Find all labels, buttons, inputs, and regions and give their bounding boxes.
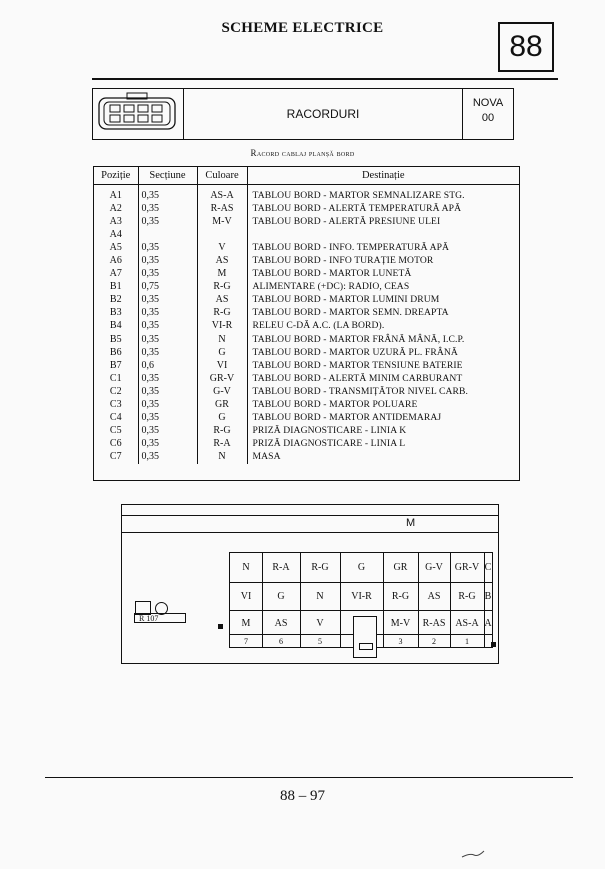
cell-destination: TABLOU BORD - MARTOR FRÂNĂ MÂNĂ, I.C.P. <box>252 333 465 345</box>
table-row <box>94 399 519 412</box>
key-slot-tab <box>359 643 373 650</box>
pin-wire-color: VI-R <box>351 591 372 602</box>
table-header-row <box>94 167 519 185</box>
cell-position: A6 <box>94 254 138 267</box>
table-row <box>94 451 519 464</box>
cell-destination: TABLOU BORD - MARTOR LUMINI DRUM <box>252 294 440 306</box>
column-header-color: Culoare <box>197 167 247 185</box>
pin-wire-color: GR-V <box>454 562 480 573</box>
cell-destination: TABLOU BORD - ALERTĂ PRESIUNE ULEI <box>252 215 441 227</box>
cell-color: R-G <box>197 281 247 294</box>
table-row <box>94 412 519 425</box>
table-subtitle: Racord cablaj planșă bord <box>250 148 355 158</box>
cell-destination: TABLOU BORD - MARTOR SEMN. DREAPTA <box>252 307 449 319</box>
cell-destination: TABLOU BORD - MARTOR ANTIDEMARAJ <box>252 412 442 424</box>
cell-destination: TABLOU BORD - MARTOR LUNETĂ <box>252 268 412 280</box>
pin-wire-color: VI <box>240 591 252 602</box>
cell-section: 0,35 <box>138 385 197 398</box>
table-row <box>94 425 519 438</box>
header-divider <box>92 78 558 80</box>
relay-label: R 107 <box>134 613 186 623</box>
table-body <box>94 185 519 464</box>
cell-section: 0,35 <box>138 399 197 412</box>
cell-position: B4 <box>94 320 138 333</box>
cell-position: B2 <box>94 294 138 307</box>
cell-position: A1 <box>94 185 138 203</box>
table-row <box>94 202 519 215</box>
model-name: NOVA <box>472 97 504 109</box>
pin-wire-color: GR <box>393 562 408 573</box>
cell-section: 0,75 <box>138 281 197 294</box>
cell-position: C6 <box>94 438 138 451</box>
info-box <box>92 88 514 140</box>
cell-color: N <box>197 451 247 464</box>
table-row <box>94 241 519 254</box>
cell-position: B7 <box>94 359 138 372</box>
cell-destination: TABLOU BORD - MARTOR TENSIUNE BATERIE <box>252 359 463 371</box>
column-header-destination: Destinație <box>247 167 519 185</box>
page-number-box: 88 <box>498 22 554 72</box>
cell-section <box>138 228 197 241</box>
cell-section: 0,35 <box>138 451 197 464</box>
cell-section: 0,6 <box>138 359 197 372</box>
cell-position: B5 <box>94 333 138 346</box>
grid-divider <box>230 610 492 611</box>
cell-position: A7 <box>94 268 138 281</box>
table-row <box>94 372 519 385</box>
table-row <box>94 438 519 451</box>
cell-color: AS <box>197 294 247 307</box>
pin-wire-color: AS <box>427 591 441 602</box>
document-title: SCHEME ELECTRICE <box>221 20 384 36</box>
cell-destination: PRIZĂ DIAGNOSTICARE - LINIA L <box>252 438 406 450</box>
cell-position: B1 <box>94 281 138 294</box>
cell-section: 0,35 <box>138 412 197 425</box>
pin-number: 5 <box>318 637 322 646</box>
column-header-section: Secțiune <box>138 167 197 185</box>
cell-section: 0,35 <box>138 372 197 385</box>
pin-wire-color: AS-A <box>455 618 479 629</box>
cell-position: B6 <box>94 346 138 359</box>
pin-wire-color: G-V <box>425 562 443 573</box>
cell-position: C4 <box>94 412 138 425</box>
cell-section: 0,35 <box>138 333 197 346</box>
cell-section: 0,35 <box>138 215 197 228</box>
cell-section: 0,35 <box>138 202 197 215</box>
cell-color: VI-R <box>197 320 247 333</box>
cell-destination: TABLOU BORD - TRANSMIȚĂTOR NIVEL CARB. <box>252 385 469 397</box>
pin-wire-color: R-A <box>272 562 290 573</box>
pen-mark-icon <box>460 848 486 863</box>
cell-section: 0,35 <box>138 307 197 320</box>
cell-position: B3 <box>94 307 138 320</box>
table-row <box>94 320 519 333</box>
cell-position: A5 <box>94 241 138 254</box>
cell-section: 0,35 <box>138 268 197 281</box>
cell-section: 0,35 <box>138 425 197 438</box>
cell-section: 0,35 <box>138 438 197 451</box>
cell-position: C5 <box>94 425 138 438</box>
pin-number: 6 <box>279 637 283 646</box>
cell-destination <box>247 228 519 241</box>
table-row <box>94 185 519 203</box>
pin-wire-color: AS <box>274 618 288 629</box>
cell-section: 0,35 <box>138 294 197 307</box>
pin-number: 3 <box>398 637 403 646</box>
pin-number: 2 <box>432 637 436 646</box>
model-label <box>462 89 513 139</box>
cell-destination: TABLOU BORD - INFO. TEMPERATURĂ APĂ <box>252 241 450 253</box>
table-row <box>94 359 519 372</box>
pin-wire-color: V <box>316 618 324 629</box>
cell-position: C1 <box>94 372 138 385</box>
cell-section: 0,35 <box>138 254 197 267</box>
cell-section: 0,35 <box>138 320 197 333</box>
cell-color: R-G <box>197 307 247 320</box>
pin-wire-color: N <box>316 591 324 602</box>
marker-left <box>218 624 223 629</box>
footer-divider <box>45 777 573 778</box>
table-row <box>94 346 519 359</box>
cell-destination: TABLOU BORD - ALERTĂ MINIM CARBURANT <box>252 372 463 384</box>
diagram-rule-top <box>122 515 498 516</box>
pin-wire-color: G <box>277 591 285 602</box>
cell-color: AS-A <box>197 185 247 203</box>
connector-key-slot <box>353 616 377 658</box>
cell-destination: TABLOU BORD - MARTOR SEMNALIZARE STG. <box>252 189 465 201</box>
cell-destination: PRIZĂ DIAGNOSTICARE - LINIA K <box>252 425 407 437</box>
model-code: 00 <box>481 112 495 124</box>
table-row <box>94 228 519 241</box>
pin-number: 1 <box>465 637 469 646</box>
cell-section: 0,35 <box>138 241 197 254</box>
cell-destination: TABLOU BORD - ALERTĂ TEMPERATURĂ APĂ <box>252 202 462 214</box>
page-reference: 88 – 97 <box>280 788 325 804</box>
pin-wire-color: M <box>241 618 251 629</box>
cell-color: G-V <box>197 385 247 398</box>
cell-position: C7 <box>94 451 138 464</box>
cell-color: AS <box>197 254 247 267</box>
table-row <box>94 307 519 320</box>
cell-position: A2 <box>94 202 138 215</box>
connector-diagram <box>121 504 499 664</box>
table-row <box>94 254 519 267</box>
column-header-position: Poziție <box>94 167 138 185</box>
cell-color: G <box>197 412 247 425</box>
table-row <box>94 333 519 346</box>
pin-wire-color: R-G <box>311 562 329 573</box>
diagram-top-label: M <box>406 517 416 529</box>
grid-divider <box>230 582 492 583</box>
pin-wire-color: R-G <box>458 591 476 602</box>
table-row <box>94 215 519 228</box>
cell-color: N <box>197 333 247 346</box>
cell-position: C3 <box>94 399 138 412</box>
cell-section: 0,35 <box>138 185 197 203</box>
cell-color: V <box>197 241 247 254</box>
cell-destination: MASA <box>252 451 281 463</box>
cell-position: A4 <box>94 228 138 241</box>
diagram-rule-bottom <box>122 532 498 533</box>
cell-section: 0,35 <box>138 346 197 359</box>
cell-color: G <box>197 346 247 359</box>
pin-number: 7 <box>244 637 248 646</box>
connector-icon <box>93 89 184 139</box>
pin-table <box>93 166 520 481</box>
info-box-title: RACORDURI <box>286 107 360 121</box>
cell-color: R-AS <box>197 202 247 215</box>
cell-color: M <box>197 268 247 281</box>
pin-wire-color: M-V <box>390 618 411 629</box>
cell-color: GR <box>197 399 247 412</box>
cell-color: VI <box>197 359 247 372</box>
cell-position: A3 <box>94 215 138 228</box>
cell-color: R-A <box>197 438 247 451</box>
pin-wire-color: G <box>357 562 366 573</box>
table-row <box>94 294 519 307</box>
cell-color: GR-V <box>197 372 247 385</box>
cell-color: R-G <box>197 425 247 438</box>
pin-wire-color: N <box>242 562 250 573</box>
table-row <box>94 268 519 281</box>
row-label: A <box>484 618 492 629</box>
marker-right <box>491 642 496 647</box>
row-label: C <box>484 562 492 573</box>
cell-position: C2 <box>94 385 138 398</box>
table-row <box>94 385 519 398</box>
cell-color <box>197 228 247 241</box>
cell-destination: TABLOU BORD - MARTOR POLUARE <box>252 399 418 411</box>
cell-destination: TABLOU BORD - MARTOR UZURĂ PL. FRÂNĂ <box>252 346 458 358</box>
cell-destination: RELEU C-DĂ A.C. (LA BORD). <box>252 320 385 332</box>
row-label: B <box>484 591 492 602</box>
cell-destination: ALIMENTARE (+DC): RADIO, CEAS <box>252 281 410 293</box>
cell-destination: TABLOU BORD - INFO TURAȚIE MOTOR <box>252 255 434 267</box>
table-row <box>94 281 519 294</box>
pin-wire-color: R-AS <box>422 618 446 629</box>
pin-wire-color: R-G <box>391 591 410 602</box>
cell-color: M-V <box>197 215 247 228</box>
